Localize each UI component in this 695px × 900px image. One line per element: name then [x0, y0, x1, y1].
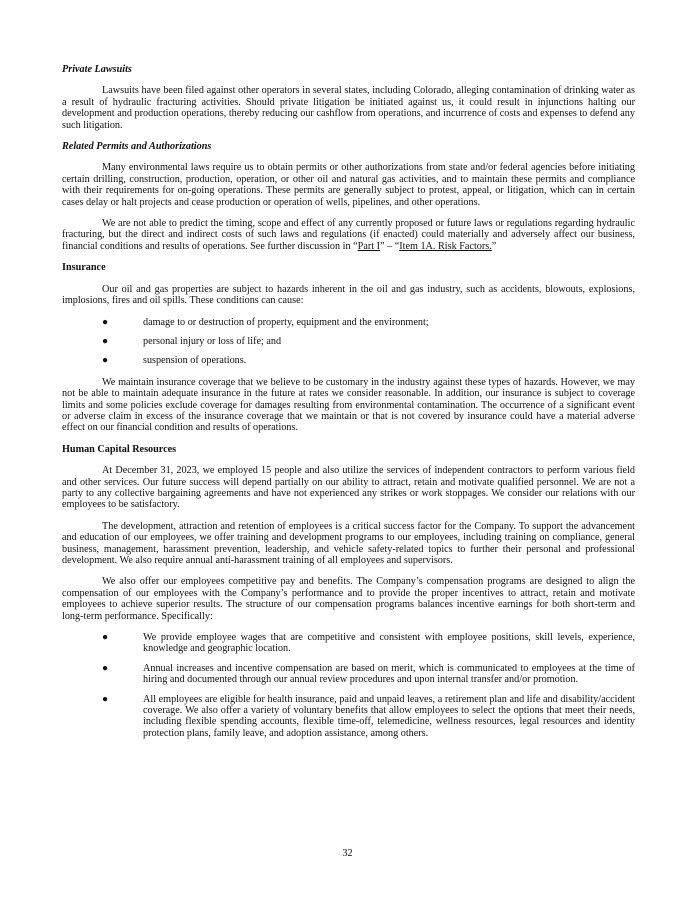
- list-item: [62, 355, 635, 366]
- list-item-text: personal injury or loss of life; and: [143, 335, 282, 347]
- list-item-text: Annual increases and incentive compensation are based on merit, which is communicated to employees at the time of hiring and documented through our annual review procedures and upon internal transfer and/or promotion.: [143, 662, 635, 686]
- paragraph-text: ”: [491, 240, 497, 252]
- paragraph: Many environmental laws require us to obtain permits or other authorizations from state and/or federal agencies before initiating certain drilling, construction, production, operation, or other oil and natural gas activities, and to maintain these permits and compliance with their requirements for on-going operations. These permits are generally subject to protest, appeal, or litigation, which can in certain cases delay or halt projects and cease production or operation of wells, pipelines, and other operations.: [62, 162, 635, 208]
- list-item: [62, 694, 635, 740]
- paragraph: At December 31, 2023, we employed 15 people and also utilize the services of independent contractors to perform various field and other services. Our future success will depend partially on our ability to attract, retain and motivate qualified personnel. We are not a party to any collective bargaining agreements and have not experienced any strikes or work stoppages. We consider our relations with our employees to be satisfactory.: [62, 465, 635, 511]
- bullet-icon: ●: [102, 632, 109, 644]
- list-item-text: We provide employee wages that are competitive and consistent with employee positions, skill levels, experience, knowledge and geographic location.: [143, 632, 635, 655]
- bullet-icon: ●: [102, 316, 109, 328]
- list-item: [62, 632, 635, 655]
- section-heading-human-capital: Human Capital Resources: [62, 443, 177, 455]
- paragraph-text: ” – “: [380, 240, 400, 252]
- paragraph-with-links: [62, 218, 635, 252]
- bullet-icon: ●: [102, 662, 109, 674]
- paragraph: Lawsuits have been filed against other operators in several states, including Colorado, alleging contamination of drinking water as a result of hydraulic fracturing activities. Should private litigation be initiated against us, it could result in injunctions halting our development and production operations, thereby reducing our cashflow from operations, and incurrence of costs and expenses to defend any such litigation.: [62, 85, 635, 131]
- page-number: 32: [342, 848, 353, 859]
- paragraph: We also offer our employees competitive pay and benefits. The Company’s compensation programs are designed to align the compensation of our employees with the Company’s performance and to provide the proper incentives to attract, retain and motivate employees to achieve superior results. The structure of our compensation programs balances incentive earnings for both short-term and long-term performance. Specifically:: [62, 576, 635, 622]
- section-heading-related-permits: Related Permits and Authorizations: [62, 141, 212, 153]
- compensation-list: [62, 632, 635, 739]
- list-item-text: damage to or destruction of property, equipment and the environment;: [143, 316, 429, 328]
- paragraph: We maintain insurance coverage that we believe to be customary in the industry against these types of hazards. However, we may not be able to maintain adequate insurance in the future at rates we consider reasonable. In addition, our insurance is subject to coverage limits and some policies exclude coverage for damages resulting from environmental contamination. The occurrence of a significant event or adverse claim in excess of the insurance coverage that we maintain or that is not covered by insurance could have a material adverse effect on our financial condition and results of operations.: [62, 376, 635, 434]
- list-item-text: All employees are eligible for health insurance, paid and unpaid leaves, a retirement plan and life and disability/accident coverage. We also offer a variety of voluntary benefits that allow employees to select the options that meet their needs, including flexible spending accounts, flexible time-off, telemedicine, wellness resources, legal resources and identity protection plans, family leave, and adoption assistance, among others.: [143, 693, 635, 739]
- item-1a-risk-factors-link[interactable]: Item 1A. Risk Factors.: [399, 240, 492, 252]
- document-page: [62, 64, 635, 749]
- paragraph: Our oil and gas properties are subject to hazards inherent in the oil and gas industry, such as accidents, blowouts, explosions, implosions, fires and oil spills. These conditions can cause:: [62, 283, 635, 307]
- section-heading-insurance: Insurance: [62, 262, 106, 274]
- insurance-hazard-list: [62, 317, 635, 367]
- part-i-link[interactable]: Part I: [357, 240, 381, 252]
- paragraph-text: We are not able to predict the timing, scope and effect of any currently proposed or future laws or regulations regarding hydraulic fracturing, but the direct and indirect costs of such laws and regulations (if enacted) could materially and adversely affect our business, financial conditions and results of operations. See further discussion in “: [62, 218, 635, 252]
- list-item: [62, 317, 635, 328]
- section-heading-private-lawsuits: Private Lawsuits: [62, 64, 132, 75]
- bullet-icon: ●: [102, 335, 109, 347]
- bullet-icon: ●: [102, 693, 109, 705]
- paragraph: The development, attraction and retention of employees is a critical success factor for the Company. To support the advancement and education of our employees, we offer training and development programs to our employees, including training on compliance, general business, management, harassment prevention, leadership, and vehicle safety-related topics to further their personal and professional development. We also require annual anti-harassment training of all employees and supervisors.: [62, 520, 635, 566]
- list-item-text: suspension of operations.: [143, 355, 247, 367]
- list-item: [62, 336, 635, 347]
- list-item: [62, 663, 635, 686]
- bullet-icon: ●: [102, 355, 109, 367]
